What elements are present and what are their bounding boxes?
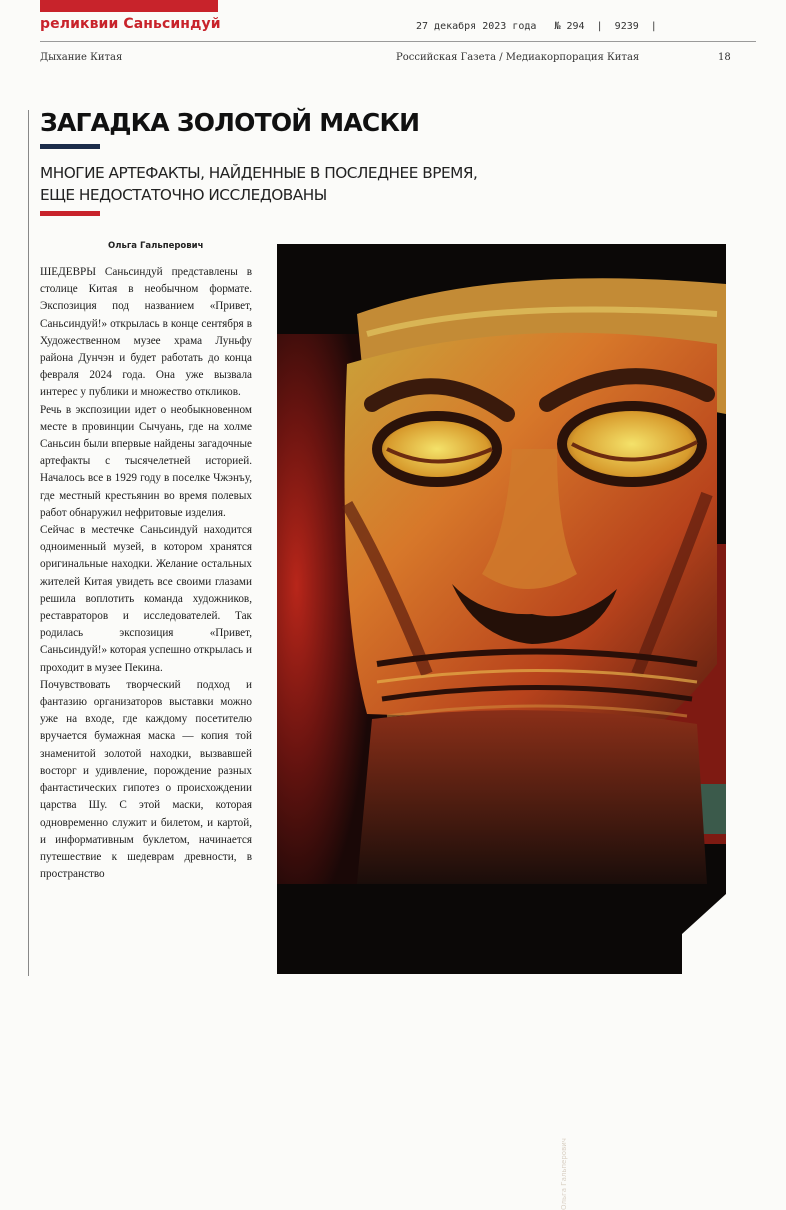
- article-deck: [40, 162, 477, 206]
- column-frame-rule: [28, 110, 29, 976]
- section-color-bar: [40, 0, 218, 12]
- deck-line: МНОГИЕ АРТЕФАКТЫ, НАЙДЕННЫЕ В ПОСЛЕДНЕЕ ВРЕМЯ,: [40, 164, 478, 182]
- article-paragraph: Сейчас в местечке Саньсиндуй находится одноименный музей, в котором хранятся оригинальные находки. Желание остальных жителей Китая увидеть все своими глазами решила воплотить команда художников, реставраторов и исследователей. Так родилась экспозиция «Привет, Саньсиндуй!» которая успешно открылась и проходит в музее Пекина.: [40, 524, 252, 674]
- rubric-label: Дыхание Китая: [40, 52, 123, 63]
- article-body: [40, 264, 252, 883]
- deck-line: ЕЩЕ НЕДОСТАТОЧНО ИССЛЕДОВАНЫ: [40, 186, 327, 204]
- deck-accent-bar: [40, 211, 100, 216]
- page-number: 18: [718, 52, 731, 63]
- article-paragraph: Почувствовать творческий подход и фантазию организаторов выставки можно уже на входе, где каждому посетителю вручается бумажная маска — копия той знаменитой золотой находки, вызвавшей восторг и удивление, порождение разных фантастических гипотез о происхождении царства Шу. С этой маски, которая одновременно служит и билетом, и картой, и информативным буклетом, начинается путешествие к шедеврам древности, в пространство: [40, 678, 252, 881]
- article-paragraph: Речь в экспозиции идет о необыкновенном месте в провинции Сычуань, где на холме Саньсин были впервые найдены загадочные артефакты с тысячелетней историей. Началось все в 1929 году в поселке Чжэнъу, где местный крестьянин во время полевых работ обнаружил нефритовые изделия.: [40, 403, 252, 519]
- article-headline: ЗАГАДКА ЗОЛОТОЙ МАСКИ: [40, 108, 420, 137]
- headline-accent-bar: [40, 144, 100, 149]
- issue-info: 27 декабря 2023 года № 294 | 9239 |: [416, 21, 657, 32]
- author-byline: Ольга Гальперович: [108, 241, 204, 251]
- bronze-mask-photo: [277, 244, 726, 1210]
- mask-illustration: [277, 244, 726, 974]
- photo-credit: Ольга Гальперович: [560, 1138, 568, 1210]
- section-label: реликвии Саньсиндуй: [40, 16, 221, 32]
- header-divider: [40, 41, 756, 42]
- article-paragraph: ШЕДЕВРЫ Саньсиндуй представлены в столице Китая в необычном формате. Экспозиция под названием «Привет, Саньсиндуй!» открылась в конце сентября в Художественном музее храма Луньфу района Дунчэн и будет работать до конца февраля 2024 года. Она уже вызвала интерес у публики и множество откликов.: [40, 266, 252, 399]
- publisher-label: Российская Газета / Медиакорпорация Китая: [396, 52, 640, 63]
